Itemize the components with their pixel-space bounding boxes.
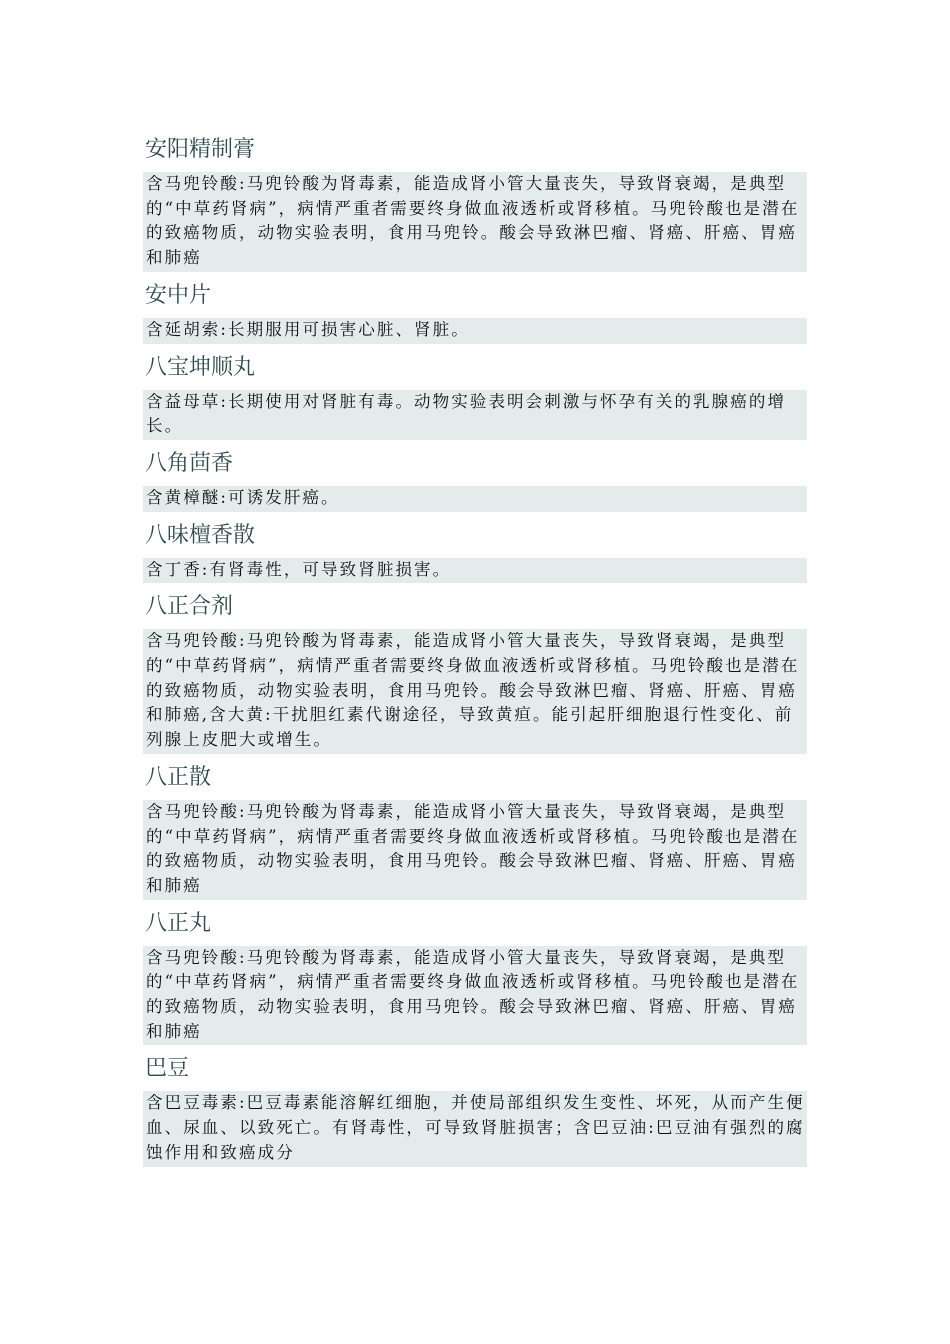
entry-bazheng-san <box>143 762 807 900</box>
entry-bazheng-wan <box>143 908 807 1046</box>
entry-description: 含马兜铃酸:马兜铃酸为肾毒素，能造成肾小管大量丧失，导致肾衰竭，是典型的“中草药肾病”，病情严重者需要终身做血液透析或肾移植。马兜铃酸也是潜在的致癌物质，动物实验表明，食用马兜铃。酸会导致淋巴瘤、肾癌、肝癌、胃癌和肺癌 <box>143 800 807 900</box>
entry-title: 八味檀香散 <box>145 522 256 548</box>
entry-description: 含益母草:长期使用对肾脏有毒。动物实验表明会刺激与怀孕有关的乳腺癌的增长。 <box>143 390 807 440</box>
entry-anyang <box>143 134 807 272</box>
entry-title: 八宝坤顺丸 <box>145 354 256 380</box>
entry-description: 含延胡索:长期服用可损害心脏、肾脏。 <box>143 318 807 344</box>
document-page <box>143 134 807 1175</box>
entry-title: 安阳精制膏 <box>145 137 256 162</box>
entry-bazheng-heji <box>143 591 807 754</box>
entry-description: 含黄樟醚:可诱发肝癌。 <box>143 486 807 512</box>
entry-description: 含马兜铃酸:马兜铃酸为肾毒素，能造成肾小管大量丧失，导致肾衰竭，是典型的“中草药肾病”，病情严重者需要终身做血液透析或肾移植。马兜铃酸也是潜在的致癌物质，动物实验表明，食用马兜铃。酸会导致淋巴瘤、肾癌、肝癌、胃癌和肺癌 <box>143 172 807 272</box>
entry-title: 八角茴香 <box>145 450 234 476</box>
entry-anzhong <box>143 280 807 344</box>
entry-title: 八正散 <box>145 764 212 790</box>
entry-title: 安中片 <box>145 282 212 308</box>
entry-bawei <box>143 520 807 584</box>
entry-description: 含丁香:有肾毒性，可导致肾脏损害。 <box>143 558 807 584</box>
entry-description: 含马兜铃酸:马兜铃酸为肾毒素，能造成肾小管大量丧失，导致肾衰竭，是典型的“中草药肾病”，病情严重者需要终身做血液透析或肾移植。马兜铃酸也是潜在的致癌物质，动物实验表明，食用马兜铃。酸会导致淋巴瘤、肾癌、肝癌、胃癌和肺癌 <box>143 946 807 1046</box>
entry-title: 八正合剂 <box>145 594 234 620</box>
entry-badou <box>143 1053 807 1166</box>
entry-description: 含巴豆毒素:巴豆毒素能溶解红细胞，并使局部组织发生变性、坏死，从而产生便血、尿血、以致死亡。有肾毒性，可导致肾脏损害；含巴豆油:巴豆油有强烈的腐蚀作用和致癌成分 <box>143 1091 807 1166</box>
entry-bajiao <box>143 448 807 512</box>
entry-title: 八正丸 <box>145 910 212 936</box>
entry-description: 含马兜铃酸:马兜铃酸为肾毒素，能造成肾小管大量丧失，导致肾衰竭，是典型的“中草药肾病”，病情严重者需要终身做血液透析或肾移植。马兜铃酸也是潜在的致癌物质，动物实验表明，食用马兜铃。酸会导致淋巴瘤、肾癌、肝癌、胃癌和肺癌,含大黄:干扰胆红素代谢途径，导致黄疸。能引起肝细胞退行性变化、前列腺上皮肥大或增生。 <box>143 629 807 754</box>
entry-title: 巴豆 <box>145 1056 190 1082</box>
entry-babao <box>143 352 807 440</box>
